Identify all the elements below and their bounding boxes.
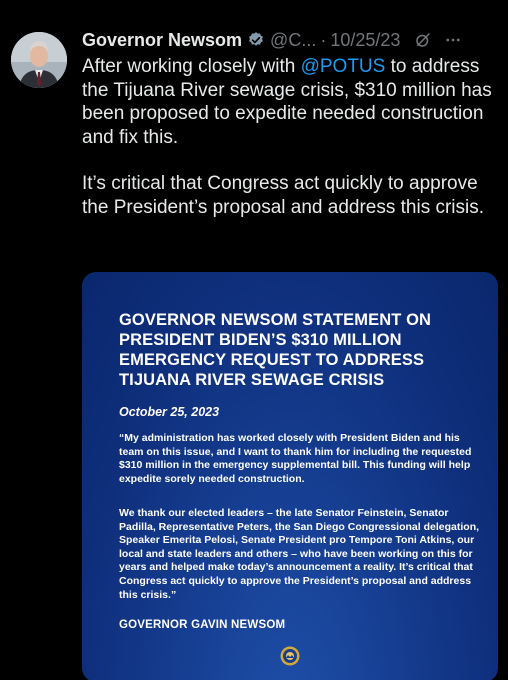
author-handle[interactable]: @C... [270, 29, 317, 50]
tweet-paragraph-2: It’s critical that Congress act quickly to approve the President’s proposal and address this crisis. [82, 173, 485, 218]
card-date: October 25, 2023 [119, 405, 220, 419]
timestamp[interactable]: 10/25/23 [330, 29, 401, 50]
separator-dot: · [320, 29, 327, 50]
card-signature: GOVERNOR GAVIN NEWSOM [119, 619, 286, 631]
card-quote-paragraph-2: We thank our elected leaders – the late Senator Feinstein, Senator Padilla, Representative Peters, the San Diego Congressional delegation, Speaker Emerita Pelosi, Senate President pro Tempore Toni Atkins, our local and state leaders and others – who have been working on this for years and helped make today’s announcement a reality. It’s critical that Congress act quickly to approve the President’s proposal and address this crisis.” [119, 507, 480, 601]
author-name[interactable]: Governor Newsom [82, 29, 243, 50]
tweet-text [82, 55, 502, 219]
avatar[interactable] [11, 32, 67, 88]
media-card[interactable] [82, 272, 498, 680]
mention-link[interactable]: @POTUS [300, 56, 386, 77]
state-seal-icon [280, 646, 300, 666]
card-headline: GOVERNOR NEWSOM STATEMENT ON PRESIDENT BIDEN’S $310 MILLION EMERGENCY REQUEST TO ADDRESS TIJUANA RIVER SEWAGE CRISIS [119, 311, 432, 389]
avatar-photo [11, 32, 67, 88]
card-quote-paragraph-1: “My administration has worked closely with President Biden and his team on this issue, and I want to thank him for including the requested $310 million in the emergency supplemental bill. This funding will help expedite sorely needed construction. [119, 432, 472, 485]
verified-badge-icon [247, 31, 265, 49]
tweet-header [82, 28, 498, 52]
grok-icon[interactable] [414, 31, 432, 49]
more-icon[interactable] [444, 31, 462, 49]
tweet-paragraph-1: After working closely with @POTUS to address the Tijuana River sewage crisis, $310 million has been proposed to expedite needed construction and fix this. [82, 56, 492, 148]
